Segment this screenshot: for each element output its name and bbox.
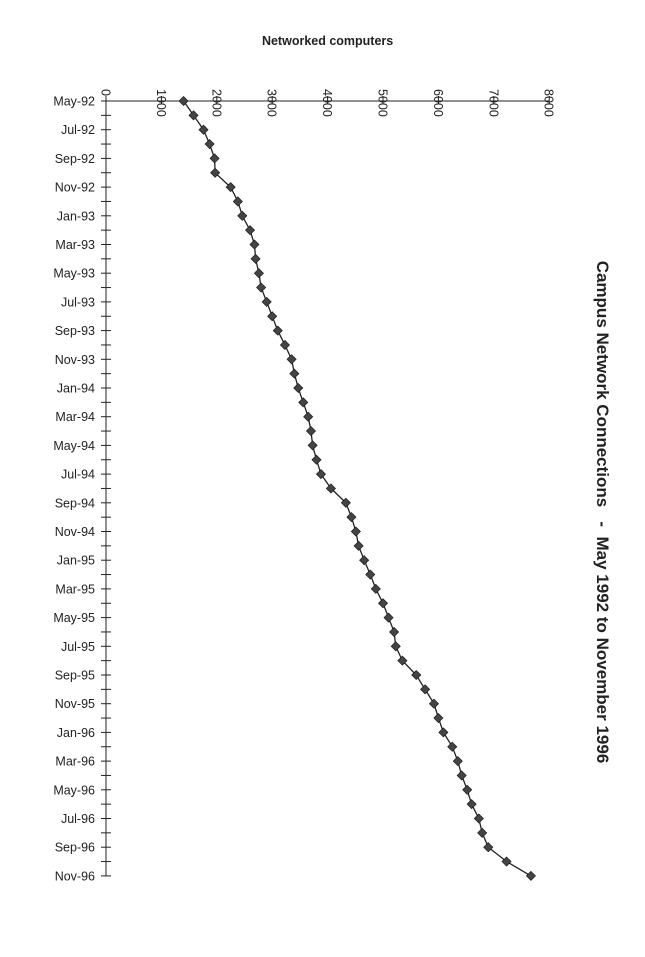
data-point-marker <box>478 828 487 837</box>
category-tick-label: May-92 <box>53 94 95 109</box>
category-tick-label: Nov-94 <box>54 525 95 539</box>
data-point-marker <box>251 254 260 263</box>
value-tick-label: 4000 <box>320 89 335 117</box>
category-tick-label: Sep-92 <box>54 151 95 166</box>
data-point-marker <box>316 470 325 479</box>
category-tick-label: May-93 <box>53 266 95 281</box>
data-point-marker <box>254 269 263 278</box>
data-point-marker <box>179 96 188 105</box>
data-point-marker <box>434 713 443 722</box>
data-point-marker <box>308 441 317 450</box>
category-tick-label: May-96 <box>53 783 95 798</box>
data-point-marker <box>262 297 271 306</box>
category-tick-label: Jan-95 <box>56 553 95 568</box>
category-tick-label: Jul-95 <box>60 639 95 654</box>
data-point-marker <box>474 814 483 823</box>
category-tick-label: Sep-95 <box>54 668 95 683</box>
category-tick-label: Mar-96 <box>55 754 95 769</box>
data-point-marker <box>245 226 254 235</box>
data-point-marker <box>421 685 430 694</box>
data-point-marker <box>347 513 356 522</box>
data-point-marker <box>189 111 198 120</box>
category-tick-label: Nov-95 <box>54 697 95 712</box>
data-point-marker <box>280 340 289 349</box>
data-point-marker <box>294 383 303 392</box>
category-tick-label: Sep-96 <box>54 840 95 855</box>
data-point-marker <box>526 871 535 880</box>
value-axis-label: Networked computers <box>261 34 394 48</box>
category-tick-label: May-94 <box>53 438 95 453</box>
category-tick-label: Jul-93 <box>60 295 95 310</box>
chart-title: Campus Network Connections - May 1992 to November 1996 <box>593 260 612 764</box>
data-point-marker <box>304 412 313 421</box>
data-point-marker <box>238 211 247 220</box>
category-tick-label: Jul-94 <box>60 467 95 482</box>
data-point-marker <box>312 455 321 464</box>
data-point-marker <box>205 139 214 148</box>
category-tick-label: Jul-96 <box>60 812 95 826</box>
value-tick-label: 8000 <box>541 89 556 117</box>
value-tick-label: 6000 <box>430 89 445 117</box>
value-tick-label: 5000 <box>375 89 390 117</box>
category-tick-label: Jul-92 <box>60 123 95 138</box>
category-tick-label: Sep-94 <box>54 496 95 511</box>
data-point-marker <box>268 312 277 321</box>
category-tick-label: Mar-95 <box>55 582 95 597</box>
data-point-marker <box>360 556 369 565</box>
data-point-marker <box>448 742 457 751</box>
data-point-marker <box>257 283 266 292</box>
data-point-marker <box>290 369 299 378</box>
tick-layer <box>53 89 555 883</box>
category-tick-label: Jan-96 <box>56 725 95 740</box>
category-tick-label: Nov-92 <box>54 180 95 195</box>
category-tick-label: Nov-93 <box>54 352 95 367</box>
marker-layer <box>179 96 536 880</box>
data-point-marker <box>463 785 472 794</box>
data-point-marker <box>233 197 242 206</box>
data-point-marker <box>391 642 400 651</box>
data-point-marker <box>366 570 375 579</box>
value-tick-label: 7000 <box>486 89 501 117</box>
value-tick-label: 1000 <box>153 89 168 117</box>
data-point-marker <box>429 699 438 708</box>
value-tick-label: 3000 <box>264 89 279 117</box>
data-point-marker <box>250 240 259 249</box>
data-point-marker <box>273 326 282 335</box>
data-point-marker <box>210 154 219 163</box>
category-tick-label: Sep-93 <box>54 324 95 339</box>
category-tick-label: Mar-94 <box>55 410 95 425</box>
value-tick-label: 2000 <box>209 89 224 117</box>
data-point-marker <box>287 355 296 364</box>
category-tick-label: Mar-93 <box>55 238 95 252</box>
data-point-marker <box>439 728 448 737</box>
data-point-marker <box>371 584 380 593</box>
data-point-marker <box>299 398 308 407</box>
value-tick-label: 0 <box>98 89 113 96</box>
data-point-marker <box>384 613 393 622</box>
category-tick-label: May-95 <box>53 611 95 626</box>
data-point-marker <box>467 800 476 809</box>
data-point-marker <box>453 757 462 766</box>
category-tick-label: Jan-94 <box>56 381 95 396</box>
data-point-marker <box>457 771 466 780</box>
category-tick-label: Nov-96 <box>54 869 95 884</box>
series-line <box>184 101 531 876</box>
data-point-marker <box>354 541 363 550</box>
data-point-marker <box>199 125 208 134</box>
category-tick-label: Jan-93 <box>56 209 95 224</box>
data-point-marker <box>378 599 387 608</box>
data-point-marker <box>351 527 360 536</box>
data-point-marker <box>306 426 315 435</box>
data-point-marker <box>389 627 398 636</box>
